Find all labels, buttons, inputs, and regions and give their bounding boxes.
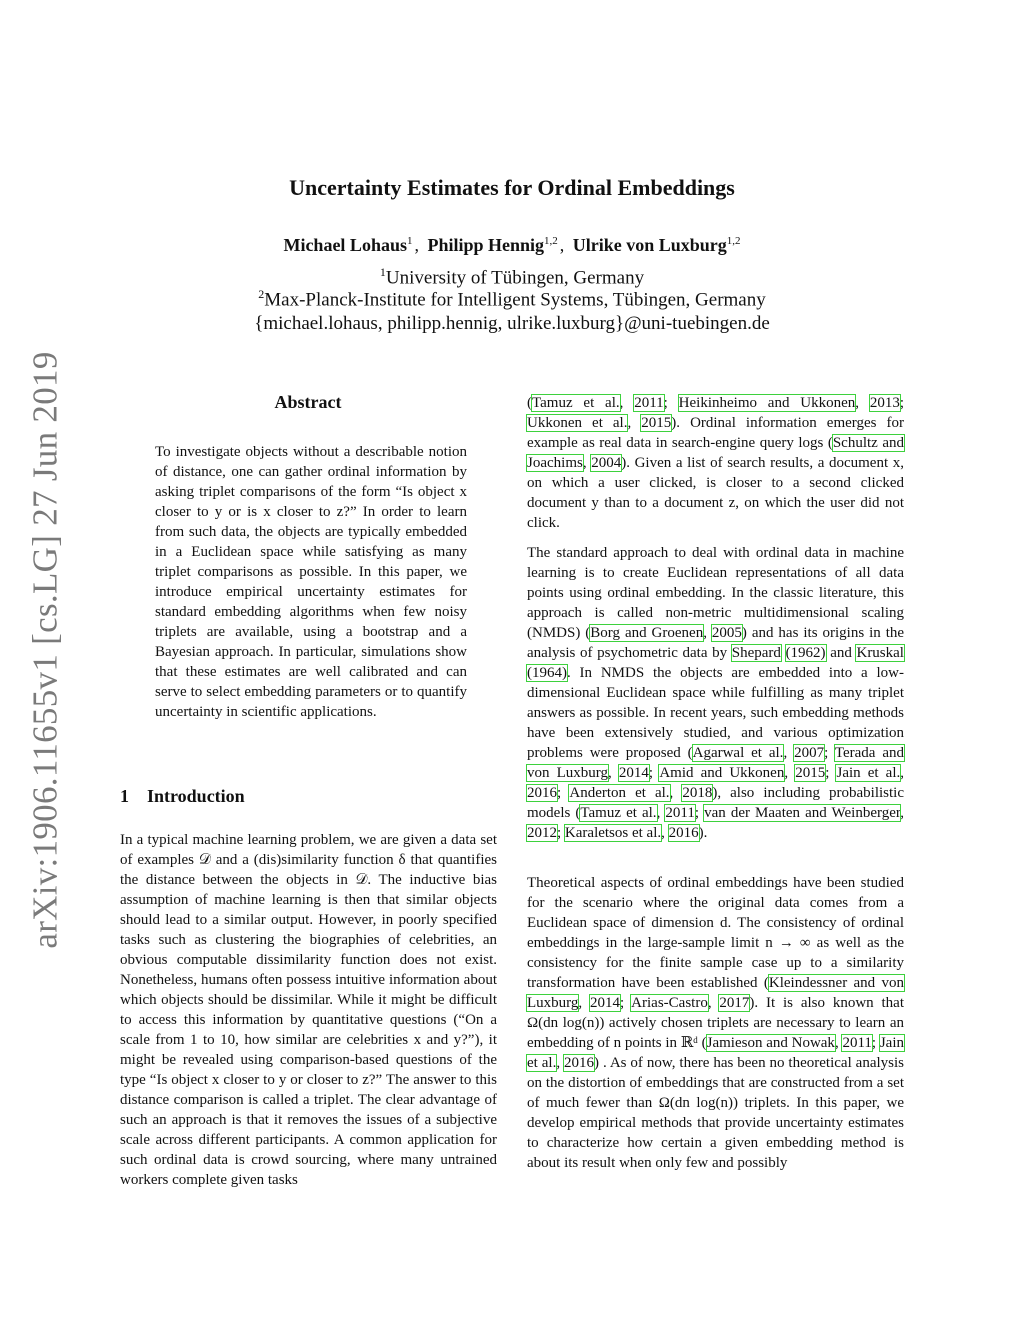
section-number: 1 [120,786,129,806]
author-name: Philipp Hennig [427,235,545,255]
citation-link[interactable]: (1964) [527,665,567,681]
citation-link[interactable]: Agarwal et al. [692,745,784,761]
citation-link[interactable]: Arias-Castro [631,995,708,1011]
citation-link[interactable]: 2016 [527,785,557,801]
section-heading [120,786,245,807]
citation-link[interactable]: Amid and Ukkonen [659,765,785,781]
affiliation-2: $^2$Max-Planck-Institute for Intelligent Systems, Tübingen, Germany [258,287,766,311]
arxiv-id: arXiv:1906.11655v1 [cs.LG] 27 Jun 2019 [26,351,66,949]
citation-link[interactable]: (1962) [785,645,826,661]
citation-link[interactable]: 2015 [641,415,672,431]
citation-link[interactable]: Anderton et al. [569,785,670,801]
citation-link[interactable]: Shepard [731,645,781,661]
citation-link[interactable]: 2014 [589,995,620,1011]
author-name: Ulrike von Luxburg [572,235,727,255]
citation-link[interactable]: Jain et al. [527,1035,904,1071]
citation-link[interactable]: 2018 [682,785,713,801]
citation-link[interactable]: Jamieson and Nowak [706,1035,835,1051]
abstract-text: To investigate objects without a describable notion of distance, one can gather ordinal information by asking triplet comparisons of the form “Is object x closer to y or is x closer to z?” In order to learn from such data, the objects are typically embedded in a Euclidean space while satisfying as many triplet comparisons as possible. In this paper, we introduce empirical uncertainty estimates for standard embedding algorithms when few noisy triplets are available, using a bootstrap and a Bayesian approach. In particular, simulations show that these estimates are well calibrated and can serve to select embedding parameters or to quantify uncertainty in scientific applications. [155,444,467,720]
author-affil-mark: 1,2 [544,235,558,247]
section-title: Introduction [147,786,245,806]
citation-link[interactable]: Tamuz et al. [580,805,657,821]
author-list: Michael Lohaus$^1$ , Philipp Hennig$^{1,2}$ , Ulrike von Luxburg$^{1,2}$ [283,235,741,255]
right-column-paragraph-2: The standard approach to deal with ordinal data in machine learning is to create Euclidean representations of all data points using ordinal embedding. In the classic literature, this approach is called non-metric multidimensional scaling (NMDS) (Borg and Groenen, 2005) and has its origins in the analysis of psychometric data by Shepard (1962) and Kruskal (1964). In NMDS the objects are embedded into a low-dimensional Euclidean space while fulfilling as many triplet answers as possible. In recent years, such embedding methods have been extensively studied, and various optimization problems were proposed (Agarwal et al., 2007; Terada and von Luxburg, 2014; Amid and Ukkonen, 2015; Jain et al., 2016; Anderton et al., 2018), also including probabilistic models (Tamuz et al., 2011; van der Maaten and Weinberger, 2012; Karaletsos et al., 2016). [527,545,905,841]
right-column-paragraph-1: (Tamuz et al., 2011; Heikinheimo and Ukkonen, 2013; Ukkonen et al., 2015). Ordinal information emerges for example as real data in search-engine query logs (Schultz and Joachims, 2004). Given a list of search results, a document x, on which a user clicked, is closer to a second clicked document y than to a document z, on which the user did not click. [527,395,905,531]
citation-link[interactable]: Karaletsos et al. [564,825,662,841]
citation-link[interactable]: 2013 [869,395,900,411]
intro-paragraph: In a typical machine learning problem, we are given a data set of examples 𝒟 and a (dis)similarity function δ that quantifies the distance between the objects in 𝒟. The inductive bias assumption of machine learning is then that similar objects should lead to a similar output. However, in poorly specified tasks such as clustering the biographies of celebrities, an obvious computable dissimilarity function does not exist. Nonetheless, humans often possess intuitive information about which objects should be dissimilar. While it might be difficult to access this information by quantitative questions (“On a scale from 1 to 10, how similar are celebrities x and y?”), it might be revealed using comparison-based questions of the type “Is object x closer to y or closer to z?” The answer to this distance comparison is called a triplet. The clear advantage of such an approach is that it removes the issues of a subjective scale across different participants. A common application for such ordinal data is crowd sourcing, where many untrained workers complete given tasks [120,832,497,1188]
author-affil-mark: 1 [406,235,413,247]
citation-link[interactable]: Kleindessner and von Luxburg [527,975,905,1011]
citation-link[interactable]: 2012 [527,825,557,841]
citation-link[interactable]: 2017 [719,995,750,1011]
citation-link[interactable]: 2014 [618,765,649,781]
author-emails: {michael.lohaus, philipp.hennig, ulrike.luxburg}@uni-tuebingen.de [254,313,770,334]
citation-link[interactable]: Terada and von Luxburg [527,745,904,781]
citation-link[interactable]: 2005 [711,625,742,641]
citation-link[interactable]: 2011 [842,1035,872,1051]
citation-link[interactable]: Heikinheimo and Ukkonen [678,395,856,411]
citation-link[interactable]: 2016 [564,1055,595,1071]
citation-link[interactable]: 2016 [668,825,699,841]
citation-link[interactable]: van der Maaten and Weinberger [704,805,901,821]
citation-link[interactable]: Tamuz et al. [532,395,620,411]
citation-link[interactable]: 2015 [795,765,826,781]
citation-link[interactable]: Borg and Groenen [590,625,704,641]
citation-link[interactable]: Jain et al. [836,765,901,781]
author-name: Michael Lohaus [283,235,407,255]
affiliation-1: $^1$University of Tübingen, Germany [379,265,645,289]
arxiv-stamp [22,351,70,949]
citation-link[interactable]: Schultz and Joachims [527,435,904,471]
citation-link[interactable]: 2004 [591,455,622,471]
right-column-paragraph-3: Theoretical aspects of ordinal embeddings have been studied for the scenario where the original data comes from a Euclidean space of dimension d. The consistency of ordinal embeddings in the large-sample limit n → ∞ as well as the consistency for the finite sample case up to a similarity transformation have been established (Kleindessner and von Luxburg, 2014; Arias-Castro, 2017). It is also known that Ω(dn log(n)) actively chosen triplets are necessary to learn an embedding of n points in ℝᵈ (Jamieson and Nowak, 2011; Jain et al., 2016) . As of now, there has been no theoretical analysis on the distortion of embeddings that are constructed from a set of much fewer than Ω(dn log(n)) triplets. In this paper, we develop empirical methods that provide uncertainty estimates to characterize how certain a given embedding method is about its result when only few and possibly [527,875,905,1171]
citation-link[interactable]: 2011 [634,395,664,411]
paper-title: Uncertainty Estimates for Ordinal Embeddings [289,175,735,200]
citation-link[interactable]: 2011 [665,805,695,821]
citation-link[interactable]: Kruskal [856,645,904,661]
author-affil-mark: 1,2 [726,235,741,247]
citation-link[interactable]: 2007 [794,745,825,761]
abstract-heading: Abstract [274,392,342,412]
citation-link[interactable]: Ukkonen et al. [527,415,628,431]
